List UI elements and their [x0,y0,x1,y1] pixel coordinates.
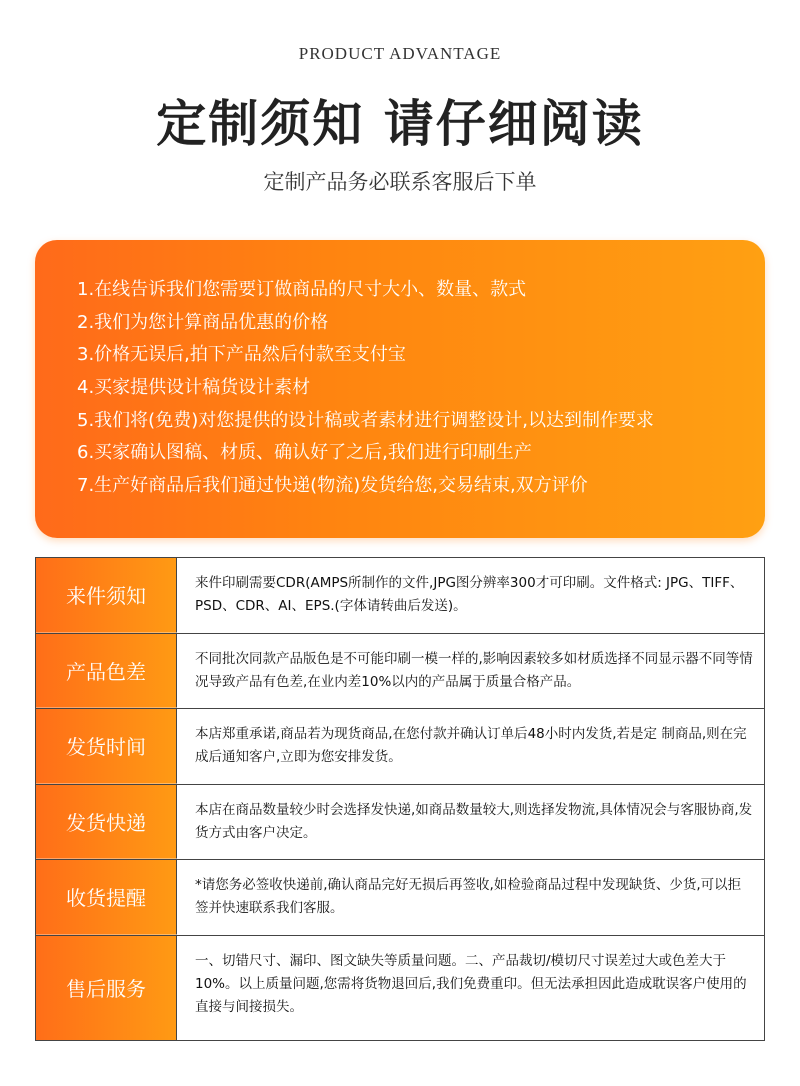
order-step: 5.我们将(免费)对您提供的设计稿或者素材进行调整设计,以达到制作要求 [77,409,654,431]
row-text: 一、切错尺寸、漏印、图文缺失等质量问题。二、产品裁切/模切尺寸误差过大或色差大于10%。以上质量问题,您需将货物退回后,我们免费重印。但无法承担因此造成耽误客户使用的直接与间接损失。 [195,952,747,1015]
order-steps-list [77,274,745,503]
notice-table [35,557,765,1041]
row-text: 来件印刷需要CDR(AMPS所制作的文件,JPG图分辨率300才可印刷。文件格式: JPG、TIFF、PSD、CDR、AI、EPS.(字体请转曲后发送)。 [195,575,744,614]
row-label: 发货快递 [36,785,177,860]
row-text: *请您务必签收快递前,确认商品完好无损后再签收,如检验商品过程中发现缺货、少货,可以拒签并快速联系我们客服。 [195,877,742,917]
order-step: 3.价格无误后,拍下产品然后付款至支付宝 [77,344,406,366]
table-row [36,709,764,785]
table-row [36,860,764,936]
table-row [36,558,764,634]
order-step: 4.买家提供设计稿货设计素材 [77,377,311,399]
row-label: 收货提醒 [36,860,177,935]
table-row [36,785,764,861]
row-text: 本店在商品数量较少时会选择发快递,如商品数量较大,则选择发物流,具体情况会与客服协商,发货方式由客户决定。 [195,801,753,841]
table-row [36,936,764,1040]
table-row [36,634,764,710]
row-label: 售后服务 [36,936,177,1040]
order-step: 6.买家确认图稿、材质、确认好了之后,我们进行印刷生产 [77,442,532,464]
row-label: 发货时间 [36,709,177,784]
row-text: 本店郑重承诺,商品若为现货商品,在您付款并确认订单后48小时内发货,若是定 制商品,则在完成后通知客户,立即为您安排发货。 [195,726,747,766]
eyebrow-heading: PRODUCT ADVANTAGE [298,44,502,63]
order-steps-panel [35,240,765,538]
order-step: 1.在线告诉我们您需要订做商品的尺寸大小、数量、款式 [77,279,527,300]
row-label: 产品色差 [36,634,177,709]
row-text: 不同批次同款产品版色是不可能印刷一模一样的,影响因素较多如材质选择不同显示器不同等情况导致产品有色差,在业内差10%以内的产品属于质量合格产品。 [195,650,753,690]
row-label: 来件须知 [36,558,177,633]
page-subtitle: 定制产品务必联系客服后下单 [263,170,537,194]
order-step: 2.我们为您计算商品优惠的价格 [77,311,329,333]
page-title: 定制须知 请仔细阅读 [156,95,644,153]
order-step: 7.生产好商品后我们通过快递(物流)发货给您,交易结束,双方评价 [77,475,588,497]
